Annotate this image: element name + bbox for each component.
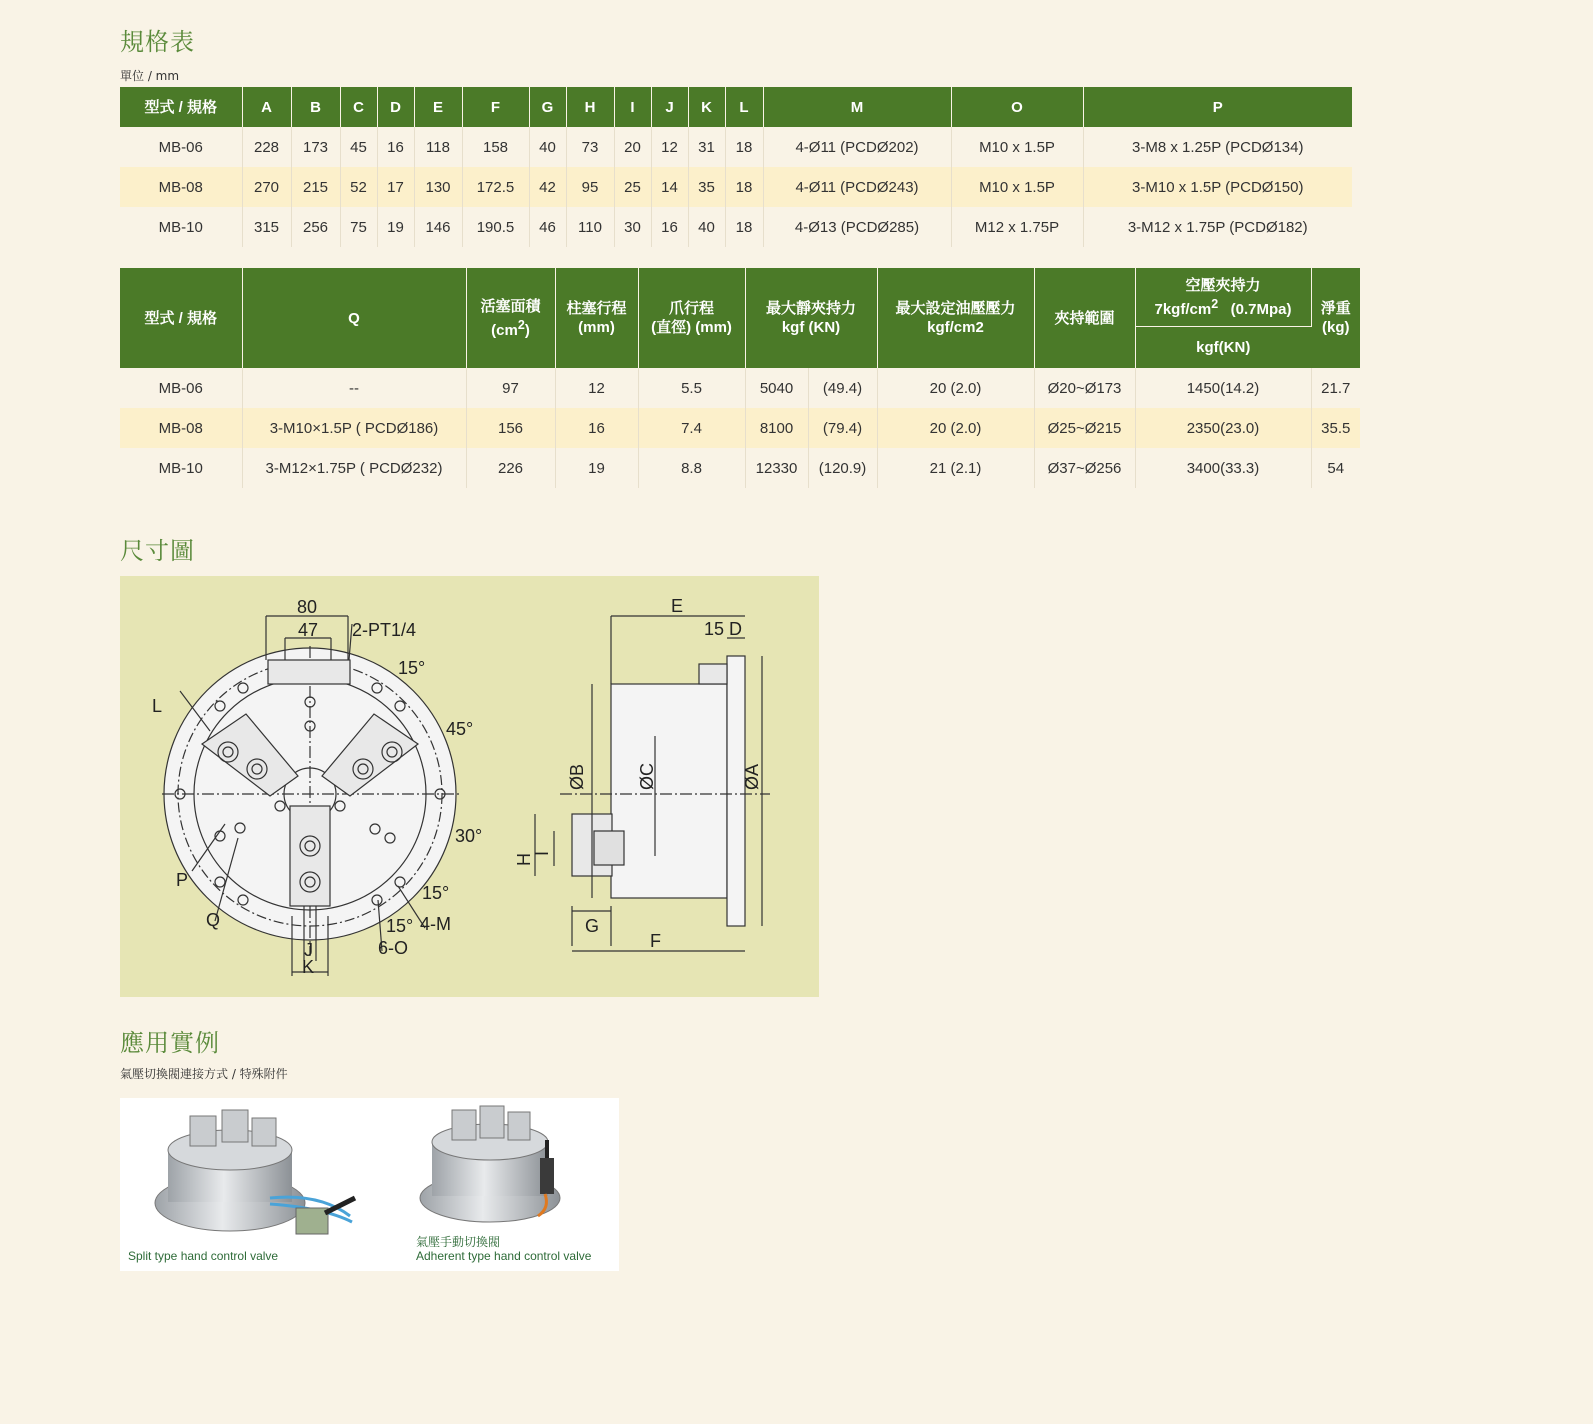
spec-table-1 (120, 87, 1352, 247)
table-cell: 3-M8 x 1.25P (PCDØ134) (1132, 138, 1304, 156)
table-cell: 97 (466, 368, 555, 408)
table-row (120, 448, 1360, 488)
dim-angle-45: 45° (446, 719, 474, 739)
table-cell: 18 (725, 207, 763, 247)
col-g: G (529, 87, 566, 127)
table-cell: 130 (414, 167, 462, 207)
unit-text: (cm (491, 321, 518, 339)
table-cell: -- (242, 368, 466, 408)
table-cell: Ø20~Ø173 (1034, 368, 1135, 408)
col-max-pressure-unit: kgf/cm2 (927, 319, 984, 336)
table-cell: 31 (688, 127, 725, 167)
table-cell: 18 (725, 127, 763, 167)
flange (727, 656, 745, 926)
table-cell: MB-06 (120, 368, 242, 408)
table-cell: 215 (291, 167, 340, 207)
chuck-photo-left (155, 1110, 355, 1234)
table-cell: (79.4) (808, 408, 877, 448)
table-cell: 19 (377, 207, 414, 247)
table-cell: MB-10 (120, 207, 242, 247)
table-cell: 18 (725, 167, 763, 207)
cond-sup: 2 (1211, 296, 1219, 311)
table-cell: 19 (555, 448, 638, 488)
col-jaw-stroke (638, 268, 745, 368)
table-cell: 17 (377, 167, 414, 207)
col-b: B (291, 87, 340, 127)
col-f: F (462, 87, 529, 127)
table-cell: 226 (466, 448, 555, 488)
unit-sup: 2 (517, 317, 525, 332)
dim-q: Q (206, 910, 221, 930)
table-cell: 95 (566, 167, 614, 207)
col-air-force-cond (1154, 296, 1292, 318)
table-row (120, 368, 1360, 408)
unit-label: 單位 / mm (120, 69, 180, 83)
table-cell: 256 (291, 207, 340, 247)
table-row (120, 167, 1352, 207)
col-c: C (340, 87, 377, 127)
col-e: E (414, 87, 462, 127)
table-cell: 118 (414, 127, 462, 167)
table-cell: Ø37~Ø256 (1034, 448, 1135, 488)
table-cell: 5.5 (638, 368, 745, 408)
table-cell: 12330 (745, 448, 808, 488)
dim-p: P (176, 870, 189, 890)
table-cell: 3-M10 x 1.5P (PCDØ150) (1083, 167, 1352, 207)
cylinder-body (611, 684, 727, 898)
table-cell: 14 (651, 167, 688, 207)
col-max-pressure-label: 最大設定油壓壓力 (895, 300, 1016, 317)
col-weight-unit: (kg) (1322, 319, 1350, 336)
table-cell: 3-M10×1.5P ( PCDØ186) (242, 408, 466, 448)
table-cell: MB-08 (120, 167, 242, 207)
dim-oa: ØA (742, 763, 762, 790)
dim-h: H (514, 853, 534, 866)
table-cell: 46 (529, 207, 566, 247)
caption-adherent-valve-zh: 氣壓手動切換閥 (416, 1235, 501, 1249)
col-d: D (377, 87, 414, 127)
table-cell: 315 (242, 207, 291, 247)
col-q: Q (242, 268, 466, 368)
dim-ob: ØB (567, 763, 587, 790)
dim-47: 47 (298, 620, 319, 640)
dim-i: I (532, 850, 552, 856)
dim-15d: 15 D (704, 619, 743, 639)
spec-table-2 (120, 268, 1360, 488)
dim-angle-15c: 15° (386, 916, 414, 936)
table-cell: 21.7 (1321, 379, 1351, 397)
col-weight-label: 淨重 (1320, 300, 1351, 317)
table-row (120, 127, 1352, 167)
table-cell: 16 (377, 127, 414, 167)
col-i: I (614, 87, 651, 127)
table-cell: 42 (529, 167, 566, 207)
table-cell: 75 (340, 207, 377, 247)
col-model: 型式 / 規格 (120, 268, 242, 368)
col-static-force-unit: kgf (KN) (781, 319, 841, 336)
chuck-photo-right (420, 1106, 560, 1222)
dim-j: J (304, 940, 313, 960)
application-subtitle: 氣壓切換閥連接方式 / 特殊附件 (120, 1067, 288, 1081)
table-cell: 20 (2.0) (877, 408, 1034, 448)
col-h: H (566, 87, 614, 127)
col-air-force (1135, 268, 1311, 327)
col-stroke (555, 268, 638, 368)
table-cell: 16 (555, 408, 638, 448)
dim-g: G (585, 916, 600, 936)
table-cell: 5040 (745, 368, 808, 408)
application-photo (120, 1098, 619, 1271)
table-cell: 45 (340, 127, 377, 167)
table-cell: 21 (2.1) (877, 448, 1034, 488)
table-cell: 3-M12 x 1.75P (PCDØ182) (1127, 218, 1308, 236)
col-weight (1311, 268, 1360, 368)
dim-4m: 4-M (420, 914, 451, 934)
col-max-pressure (877, 268, 1034, 368)
table-cell: 30 (614, 207, 651, 247)
dim-e: E (671, 596, 684, 616)
table-cell: Ø25~Ø215 (1034, 408, 1135, 448)
table-cell: 35.5 (1311, 408, 1360, 448)
col-air-force-label: 空壓夾持力 (1185, 276, 1261, 294)
table-cell: 190.5 (462, 207, 529, 247)
col-piston-area-label: 活塞面積 (480, 297, 541, 315)
col-l: L (725, 87, 763, 127)
application-photo-svg (120, 1098, 619, 1271)
dim-angle-15a: 15° (398, 658, 426, 678)
dim-80: 80 (297, 597, 318, 617)
dim-l: L (152, 696, 163, 716)
dimension-drawing (120, 576, 819, 997)
table-cell: MB-10 (120, 448, 242, 488)
table-cell: 12 (651, 127, 688, 167)
col-air-force-unit: kgf(KN) (1135, 327, 1311, 369)
table-cell: 4-Ø13 (PCDØ285) (763, 207, 951, 247)
table-cell: 156 (466, 408, 555, 448)
table-cell: 20 (614, 127, 651, 167)
col-jaw-stroke-label: 爪行程 (668, 300, 714, 317)
table-cell: 35 (688, 167, 725, 207)
table-cell: 73 (566, 127, 614, 167)
table-cell: 228 (242, 127, 291, 167)
col-o: O (951, 87, 1083, 127)
table-cell: MB-08 (120, 408, 242, 448)
col-m: M (763, 87, 951, 127)
col-piston-area-unit (491, 317, 530, 339)
table-cell: 8.8 (638, 448, 745, 488)
caption-split-valve: Split type hand control valve (128, 1249, 279, 1263)
table-cell: 146 (414, 207, 462, 247)
table-cell: 12 (555, 368, 638, 408)
col-stroke-unit: (mm) (578, 319, 615, 336)
col-static-force-label: 最大靜夾持力 (765, 300, 856, 317)
table-cell: 110 (566, 207, 614, 247)
table-cell: 40 (529, 127, 566, 167)
table-cell: 173 (291, 127, 340, 167)
table-cell: (120.9) (808, 448, 877, 488)
table-cell: (49.4) (808, 368, 877, 408)
dim-k: K (302, 957, 315, 977)
table-cell: 158 (462, 127, 529, 167)
col-range: 夾持範圍 (1034, 268, 1135, 368)
cond-text: 7kgf/cm (1154, 300, 1212, 318)
table-cell: 2350(23.0) (1135, 408, 1311, 448)
table-row (120, 408, 1360, 448)
spec-title: 規格表 (120, 28, 195, 56)
table-cell: 7.4 (638, 408, 745, 448)
table-cell: 172.5 (462, 167, 529, 207)
dimension-drawing-svg (120, 576, 819, 997)
table-cell: 4-Ø11 (PCDØ202) (763, 127, 951, 167)
table-cell: 3-M12×1.75P ( PCDØ232) (242, 448, 466, 488)
table-cell: 8100 (745, 408, 808, 448)
col-static-force (745, 268, 877, 368)
col-stroke-label: 柱塞行程 (566, 300, 627, 317)
unit-text: ) (524, 321, 530, 339)
cond-text: (0.7Mpa) (1230, 300, 1292, 318)
table-cell: 4-Ø11 (PCDØ243) (763, 167, 951, 207)
table-cell: 3400(33.3) (1135, 448, 1311, 488)
port-block (268, 660, 350, 684)
table-cell: 20 (2.0) (877, 368, 1034, 408)
col-jaw-stroke-unit: (直徑) (mm) (651, 319, 732, 336)
dim-angle-15b: 15° (422, 883, 450, 903)
dim-6o: 6-O (378, 938, 409, 958)
table-row (120, 207, 1352, 247)
table-header-row (120, 268, 1360, 327)
col-model: 型式 / 規格 (120, 87, 242, 127)
table-cell: M10 x 1.5P (951, 167, 1083, 207)
table-cell: 54 (1327, 459, 1345, 477)
table-cell: 270 (242, 167, 291, 207)
table-cell: 52 (340, 167, 377, 207)
table-cell: 1450(14.2) (1135, 368, 1311, 408)
table-cell: 25 (614, 167, 651, 207)
table-cell: 40 (688, 207, 725, 247)
table-cell: MB-06 (120, 127, 242, 167)
table-cell: M12 x 1.75P (951, 207, 1083, 247)
dim-angle-30: 30° (455, 826, 483, 846)
caption-adherent-valve-en: Adherent type hand control valve (416, 1249, 592, 1263)
col-piston-area (466, 268, 555, 368)
dim-f: F (650, 931, 661, 951)
table-cell: 16 (651, 207, 688, 247)
dim-oc: ØC (637, 763, 657, 790)
col-p: P (1083, 87, 1352, 127)
application-title: 應用實例 (120, 1029, 220, 1057)
col-j: J (651, 87, 688, 127)
dimension-title: 尺寸圖 (120, 537, 195, 565)
col-a: A (242, 87, 291, 127)
table-cell: M10 x 1.5P (951, 127, 1083, 167)
dim-pt: 2-PT1/4 (352, 620, 417, 640)
col-k: K (688, 87, 725, 127)
table-header-row (120, 87, 1352, 127)
